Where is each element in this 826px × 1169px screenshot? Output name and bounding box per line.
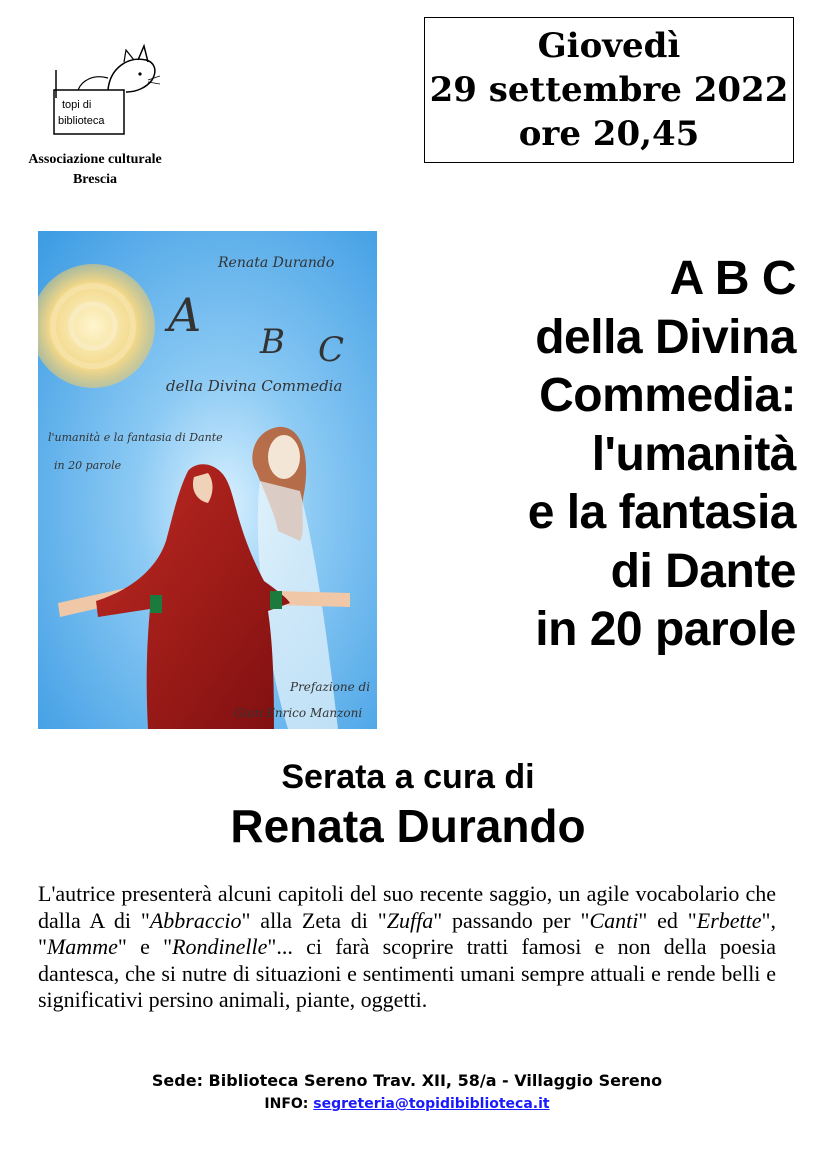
title-line-2: della Divina xyxy=(535,310,796,364)
curated-label: Serata a cura di xyxy=(281,758,535,796)
title-line-7: in 20 parole xyxy=(535,603,796,656)
mouse-book-logo-icon xyxy=(48,40,160,138)
desc-word-zuffa: Zuffa xyxy=(386,907,434,933)
desc-word-erbette: Erbette xyxy=(696,907,762,933)
curator-name: Renata Durando xyxy=(230,800,586,852)
event-time: ore 20,45 xyxy=(518,114,700,154)
title-line-3: Commedia: xyxy=(539,369,796,422)
email-link[interactable]: segreteria@topidibiblioteca.it xyxy=(313,1096,550,1112)
contact-info xyxy=(0,1092,814,1116)
organization-line1: Associazione culturale xyxy=(28,152,162,167)
cover-letter-b: B xyxy=(260,322,285,362)
desc-text-2: " alla Zeta di " xyxy=(241,907,387,933)
desc-text-5: ", " xyxy=(38,907,776,959)
logo-text-line1: topi di xyxy=(62,99,92,111)
cover-letter-c: C xyxy=(318,330,345,370)
info-label: INFO: xyxy=(264,1096,314,1112)
cover-preface-line1: Prefazione di xyxy=(290,680,371,694)
footer xyxy=(0,1070,826,1116)
title-line-5: e la fantasia xyxy=(527,486,796,539)
cover-preface-line2: Gian Enrico Manzoni xyxy=(234,706,363,720)
title-line-1: A B C xyxy=(669,252,796,305)
cover-author: Renata Durando xyxy=(218,255,335,271)
desc-word-mamme: Mamme xyxy=(46,934,118,959)
organization-caption xyxy=(0,150,190,190)
desc-text-6: " e " xyxy=(117,934,173,959)
book-cover-image xyxy=(38,231,377,729)
cover-subtitle-line2: in 20 parole xyxy=(54,459,122,472)
desc-text-7: "... ci farà scoprire tratti famosi e non della poesia dantesca, che si nutre di situazioni e sentimenti umani sempre attuali e rende belli e significativi persino animali, piante, oggetti. xyxy=(38,934,776,1012)
desc-text-3: " passando per " xyxy=(433,907,590,933)
event-description xyxy=(38,881,776,1014)
cover-letter-a: A xyxy=(168,288,202,342)
curated-by-block xyxy=(0,754,826,852)
organization-line2: Brescia xyxy=(72,172,118,187)
desc-word-rondinelle: Rondinelle xyxy=(172,934,268,959)
logo-text-line2: biblioteca xyxy=(58,115,105,127)
desc-word-abbraccio: Abbraccio xyxy=(149,907,242,933)
desc-text-1: L'autrice presenterà alcuni capitoli del suo recente saggio, un agile vocabolario che dalla A di " xyxy=(38,881,776,933)
event-title xyxy=(396,250,796,660)
title-line-6: di Dante xyxy=(610,544,796,598)
event-date: 29 settembre 2022 xyxy=(429,70,789,110)
desc-text-4: " ed " xyxy=(638,907,697,933)
title-line-4: l'umanità xyxy=(591,427,796,481)
cover-title: della Divina Commedia xyxy=(166,377,343,395)
venue-address: Sede: Biblioteca Sereno Trav. XII, 58/a - Villaggio Sereno xyxy=(151,1071,663,1090)
event-weekday: Giovedì xyxy=(537,26,681,66)
association-logo xyxy=(48,40,160,138)
desc-word-canti: Canti xyxy=(589,907,639,933)
book-cover-painting xyxy=(38,231,377,729)
event-date-box xyxy=(424,17,794,163)
cover-subtitle-line1: l'umanità e la fantasia di Dante xyxy=(48,431,223,444)
